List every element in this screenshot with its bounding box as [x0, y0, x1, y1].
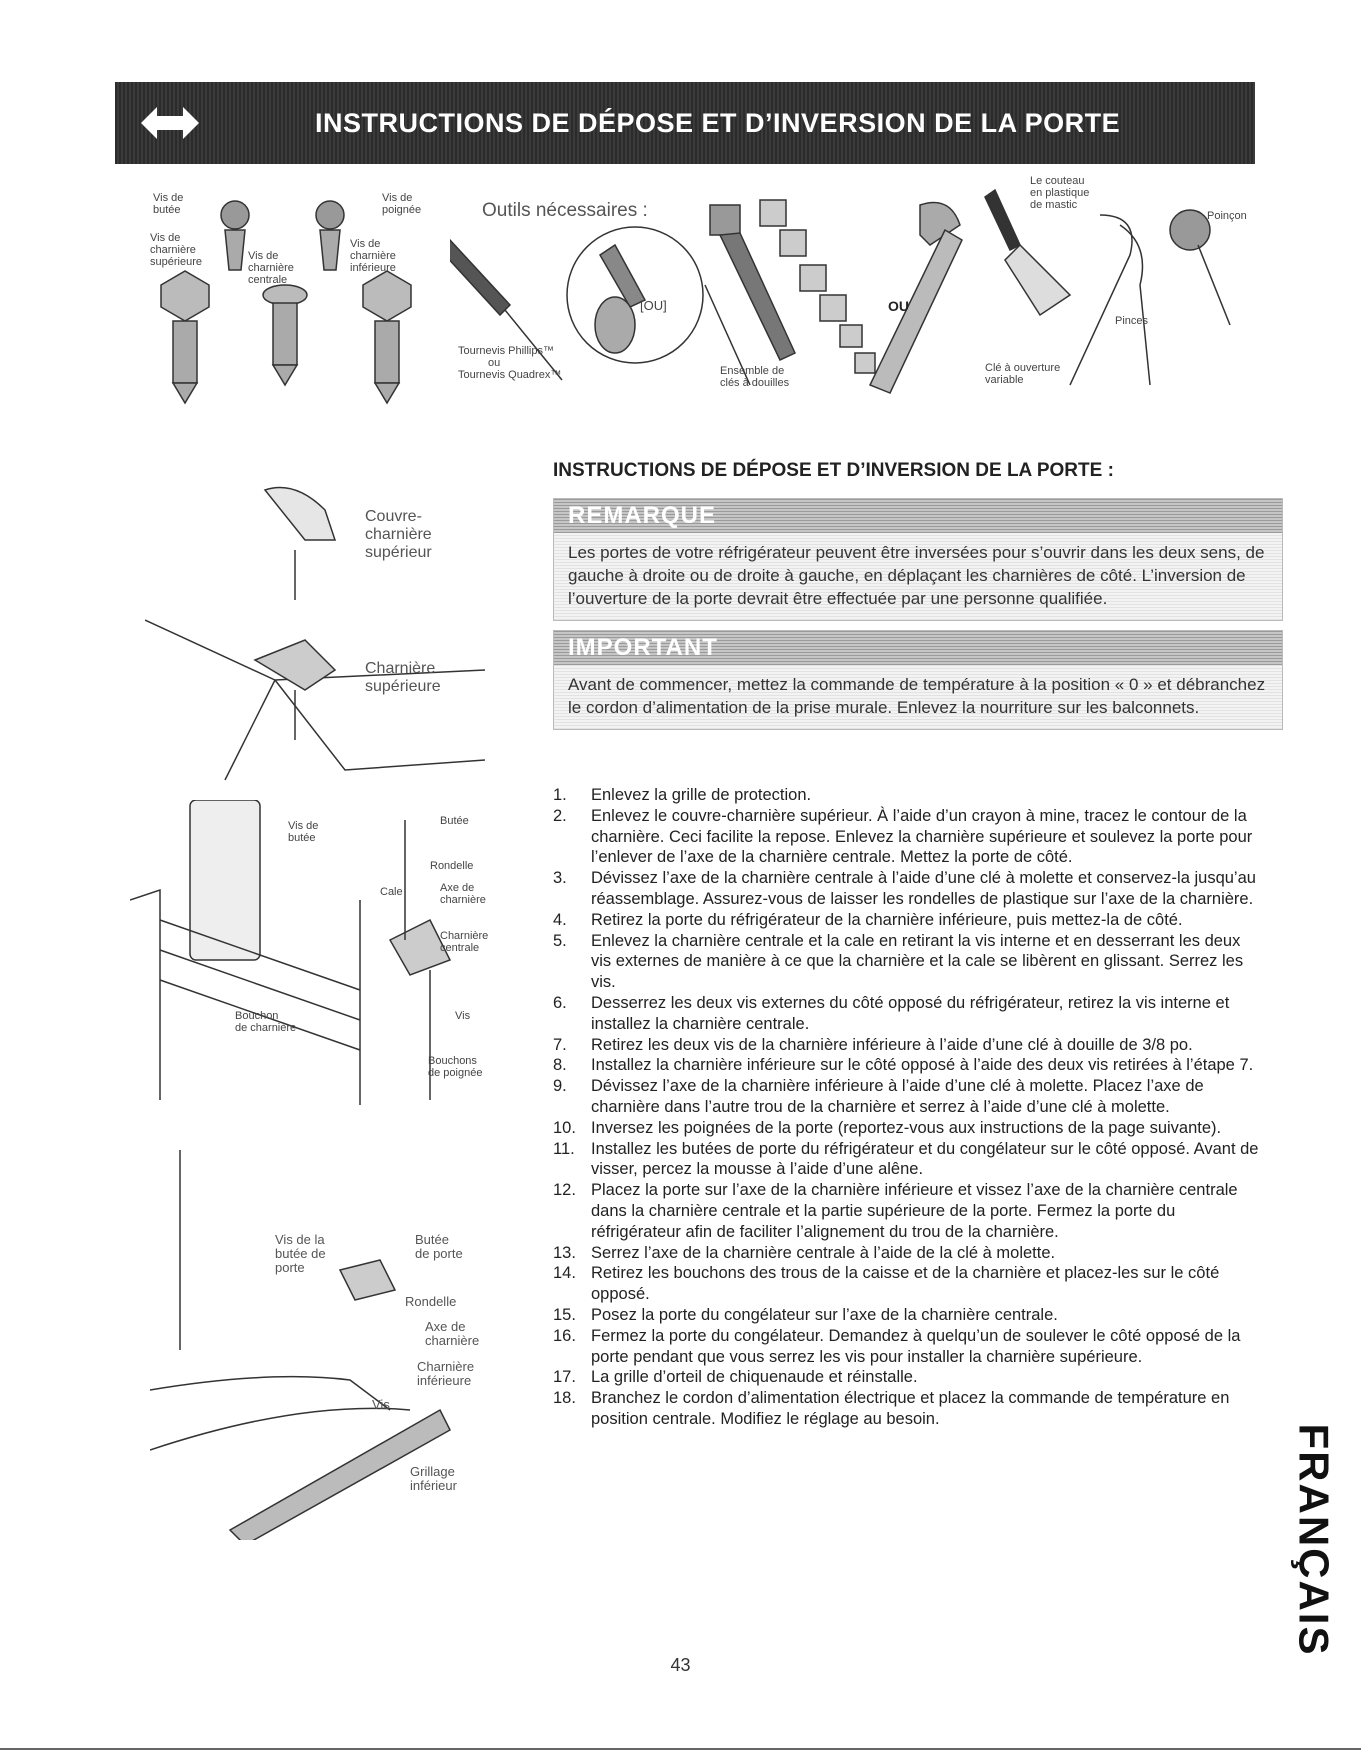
stop-screw-label: Vis de butée [153, 192, 184, 216]
steps-list [553, 785, 1263, 1430]
important-heading: IMPORTANT [554, 631, 1282, 665]
or-label-1: [OU] [640, 298, 667, 313]
shim-label: Cale [380, 886, 403, 898]
handle-plugs-label: Bouchons de poignée [428, 1055, 483, 1079]
list-item: 6. Desserrez les deux vis externes du côté opposé du réfrigérateur, retirez la vis interne et installez la charnière centrale. [553, 993, 1230, 1033]
list-item: 4. Retirez la porte du réfrigérateur de la charnière inférieure, puis mettez-la de côté. [553, 910, 1183, 929]
handle-screw-label: Vis de poignée [382, 192, 422, 216]
language-label: FRANÇAIS [1290, 1423, 1337, 1657]
center-washer-label: Rondelle [430, 860, 474, 872]
remarque-text: Les portes de votre réfrigérateur peuvent être inversées pour s’ouvrir dans les deux sens, de gauche à droite ou de droite à gauche, en déplaçant les charnières de côté. L’inversion de l’ouverture de la porte devrait être effectuée par une personne qualifiée. [568, 543, 1265, 608]
list-item: 8. Installez la charnière inférieure sur le côté opposé à l’aide des deux vis retirées à l’étape 7. [553, 1056, 1254, 1075]
top-hinge-label: Charnière supérieure [365, 660, 441, 695]
bottom-screw-label: Vis [372, 1397, 390, 1412]
tools-figure [450, 185, 1240, 400]
door-stop-screw-label: Vis de la butée de porte [275, 1232, 326, 1275]
center-stop-screw-label: Vis de butée [288, 820, 319, 844]
screws-figure [145, 185, 420, 410]
important-box [553, 630, 1283, 730]
list-item: 16. Fermez la porte du congélateur. Demandez à quelqu’un de soulever le côté opposé de la porte pendant que vous serrez les vis pour installer la charnière supérieure. [553, 1326, 1241, 1366]
bottom-hinge-pin-label: Axe de charnière [425, 1319, 480, 1348]
list-item: 1. Enlevez la grille de protection. [553, 786, 812, 804]
awl-label: Poinçon [1207, 210, 1247, 222]
banner-title: INSTRUCTIONS DE DÉPOSE ET D’INVERSION DE LA PORTE [315, 107, 1121, 138]
adjustable-wrench-label: Clé à ouverture variable [985, 362, 1061, 386]
bottom-washer-label: Rondelle [405, 1294, 457, 1309]
double-arrow-icon [135, 82, 205, 164]
language-side-tab [1288, 1390, 1338, 1690]
tools-title: Outils nécessaires : [482, 200, 648, 221]
center-hinge-screw-label: Vis de charnière centrale [248, 250, 294, 286]
list-item: 17. La grille d’orteil de chiquenaude et réinstalle. [553, 1368, 918, 1387]
hinge-plug-label: Bouchon de charnière [235, 1010, 297, 1034]
screwdriver-label: Tournevis Phillips™ ou Tournevis Quadrex™ [458, 345, 562, 381]
pliers-label: Pinces [1115, 315, 1149, 327]
top-hinge-cover-label: Couvre- charnière supérieur [365, 508, 432, 561]
remarque-box [553, 498, 1283, 621]
list-item: 7. Retirez les deux vis de la charnière inférieure à l’aide d’une clé à douille de 3/8 po. [553, 1035, 1193, 1054]
upper-hinge-screw-label: Vis de charnière supérieure [150, 232, 202, 268]
top-hinge-figure [145, 450, 485, 800]
important-text: Avant de commencer, mettez la commande de température à la position « 0 » et débranchez le cordon d’alimentation de la prise murale. Enlevez la nourriture sur les balconnets. [568, 675, 1266, 717]
center-hinge-label: Charnière centrale [440, 930, 489, 954]
list-item: 18. Branchez le cordon d’alimentation électrique et placez la commande de température en position centrale. Modifiez le réglage au besoin. [553, 1389, 1230, 1428]
list-item: 9. Dévissez l’axe de la charnière inférieure à l’aide d’une clé à molette. Placez l’axe de charnière dans l’autre trou de la charnière et serrez à l’aide d’une clé à molette. [553, 1077, 1204, 1116]
list-item: 3. Dévissez l’axe de la charnière centrale à l’aide d’une clé à molette et conservez-la jusqu’au réassemblage. Assurez-vous de laisser les rondelles de plastique sur l’axe de la charnière. [553, 869, 1256, 908]
bottom-rule [0, 1748, 1361, 1750]
lower-hinge-screw-label: Vis de charnière inférieure [350, 238, 396, 274]
list-item: 10. Inversez les poignées de la porte (reportez-vous aux instructions de la page suivante). [553, 1118, 1222, 1137]
list-item: 14. Retirez les bouchons des trous de la caisse et de la charnière et placez-les sur le côté opposé. [553, 1264, 1220, 1304]
title-banner [115, 82, 1255, 164]
grille-label: Grillage inférieur [410, 1464, 457, 1493]
center-stop-label: Butée [440, 815, 469, 827]
socket-set-label: Ensemble de clés à douilles [720, 365, 790, 389]
center-hinge-pin-label: Axe de charnière [440, 882, 486, 906]
or-label-2: OU [888, 298, 909, 314]
list-item: 15. Posez la porte du congélateur sur l’axe de la charnière centrale. [553, 1305, 1058, 1324]
list-item: 13. Serrez l’axe de la charnière centrale à l’aide de la clé à molette. [553, 1243, 1056, 1262]
list-item: 11. Installez les butées de porte du réfrigérateur et du congélateur sur le côté opposé. Avant de visser, percez la mousse à l’aide d’une alêne. [553, 1139, 1259, 1179]
list-item: 5. Enlevez la charnière centrale et la cale en retirant la vis interne et en desserrant les deux vis externes de manière à ce que la charnière et la cale se libèrent en glissant. Serrez les vis. [553, 931, 1244, 992]
remarque-heading: REMARQUE [554, 499, 1282, 533]
center-screw-label: Vis [455, 1010, 471, 1022]
list-item: 12. Placez la porte sur l’axe de la charnière inférieure et vissez l’axe de la charnière centrale dans la charnière centrale et la partie supérieure de la porte. Fermez la porte du réfrigérateur afin de faciliter l’alignement du trou de la charnière. [553, 1181, 1238, 1241]
lower-hinge-label: Charnière inférieure [417, 1359, 475, 1388]
door-stop-label: Butée de porte [415, 1232, 463, 1261]
putty-knife-label: Le couteau en plastique de mastic [1030, 175, 1090, 211]
section-title: INSTRUCTIONS DE DÉPOSE ET D’INVERSION DE LA PORTE : [553, 460, 1114, 481]
page-number: 43 [670, 1655, 691, 1675]
list-item: 2. Enlevez le couvre-charnière supérieur. À l’aide d’un crayon à mine, tracez le contour de la charnière. Ceci facilite la repose. Enlevez la charnière supérieure et soulevez la porte pour l’enlever de l’axe de la charnière centrale. Mettez la porte de côté. [553, 806, 1253, 867]
